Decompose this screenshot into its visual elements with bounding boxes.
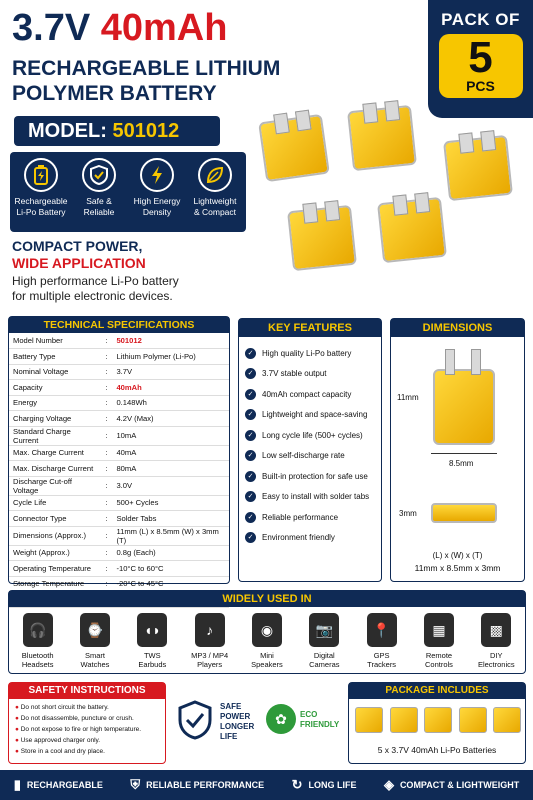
spec-colon: : bbox=[100, 395, 112, 411]
feature-label: High Energy bbox=[133, 196, 181, 206]
spec-value: 500+ Cycles bbox=[112, 495, 229, 511]
shield-icon: ⛨ bbox=[130, 777, 141, 792]
battery-cell bbox=[377, 197, 447, 263]
footer-item bbox=[292, 777, 357, 793]
key-feature-label: Long cycle life (500+ cycles) bbox=[262, 430, 363, 440]
battery-cell bbox=[287, 205, 357, 271]
spec-colon: : bbox=[100, 349, 112, 365]
spec-colon: : bbox=[100, 461, 112, 477]
spec-value: 40mA bbox=[112, 445, 229, 461]
feature-energy bbox=[129, 158, 185, 226]
badge-count-box bbox=[439, 34, 523, 98]
widely-used-title: WIDELY USED IN bbox=[9, 591, 525, 607]
dim-thickness: 3mm bbox=[399, 509, 417, 518]
compact-line-1: COMPACT POWER, bbox=[12, 238, 143, 254]
mp3-icon: ♪ bbox=[195, 613, 225, 647]
spec-colon: : bbox=[100, 476, 112, 495]
footer-label: RELIABLE PERFORMANCE bbox=[146, 780, 265, 790]
spec-value: 3.7V bbox=[112, 364, 229, 380]
check-icon: ✓ bbox=[245, 389, 256, 400]
usage-item bbox=[14, 613, 62, 669]
package-panel bbox=[348, 682, 526, 764]
spec-value: 3.0V bbox=[112, 476, 229, 495]
usage-label: MP3 / MP4 bbox=[191, 651, 229, 660]
spec-row bbox=[9, 511, 229, 527]
safety-item: ● Do not short circuit the battery. bbox=[15, 702, 159, 713]
spec-key: Storage Temperature bbox=[9, 576, 100, 592]
feature-lightweight bbox=[187, 158, 243, 226]
key-feature-label: High quality Li-Po battery bbox=[262, 348, 352, 358]
product-title bbox=[12, 8, 227, 48]
usage-label: TWS bbox=[143, 651, 161, 660]
spec-key: Dimensions (Approx.) bbox=[9, 526, 100, 545]
key-feature-label: Reliable performance bbox=[262, 512, 339, 522]
footer-item bbox=[14, 777, 103, 793]
key-feature-label: Easy to install with solder tabs bbox=[262, 492, 370, 502]
key-feature-item bbox=[245, 405, 375, 426]
dim-length: 11mm bbox=[397, 393, 419, 402]
key-feature-item bbox=[245, 343, 375, 364]
usage-label: DIY bbox=[490, 651, 503, 660]
spec-value: Lithium Polymer (Li-Po) bbox=[112, 349, 229, 365]
spec-value: 501012 bbox=[112, 333, 229, 349]
shield-check-icon bbox=[178, 700, 212, 740]
footer-label: RECHARGEABLE bbox=[26, 780, 103, 790]
subtitle-line-2: POLYMER BATTERY bbox=[12, 82, 217, 105]
dim-formula: (L) x (W) x (T) bbox=[432, 551, 483, 560]
spec-row bbox=[9, 349, 229, 365]
usage-item bbox=[71, 613, 119, 669]
usage-label: Speakers bbox=[251, 660, 283, 669]
usage-label: Controls bbox=[424, 660, 453, 669]
spec-colon: : bbox=[100, 545, 112, 561]
headset-icon: 🎧 bbox=[23, 613, 53, 647]
subtitle-line-1: RECHARGEABLE LITHIUM bbox=[12, 57, 281, 80]
usage-label: Remote bbox=[425, 651, 453, 660]
feature-label: Rechargeable bbox=[14, 196, 68, 206]
gps-icon: 📍 bbox=[367, 613, 397, 647]
compact-heading bbox=[12, 238, 146, 272]
spec-row bbox=[9, 526, 229, 545]
safe-power-line: LIFE bbox=[220, 732, 238, 741]
spec-row bbox=[9, 461, 229, 477]
compact-icon: ◈ bbox=[383, 777, 394, 792]
battery-cell bbox=[443, 135, 513, 201]
safe-power-line: POWER bbox=[220, 712, 251, 721]
battery-cell bbox=[424, 707, 452, 733]
dim-width: 8.5mm bbox=[449, 459, 474, 468]
usage-label: Bluetooth bbox=[21, 651, 54, 660]
battery-cell bbox=[493, 707, 521, 733]
usage-label: GPS bbox=[373, 651, 390, 660]
usage-label: Earbuds bbox=[138, 660, 167, 669]
key-feature-item bbox=[245, 507, 375, 528]
cycle-icon: ↻ bbox=[291, 777, 303, 792]
feature-rechargeable bbox=[13, 158, 69, 226]
spec-row bbox=[9, 545, 229, 561]
spec-value: -10°C to 60°C bbox=[112, 561, 229, 577]
lightning-icon bbox=[140, 158, 174, 192]
spec-colon: : bbox=[100, 333, 112, 349]
spec-value: -20°C to 45°C bbox=[112, 576, 229, 592]
badge-top-text: PACK OF bbox=[441, 10, 520, 29]
key-feature-item bbox=[245, 487, 375, 508]
description-line: for multiple electronic devices. bbox=[12, 289, 173, 303]
spec-key: Standard Charge Current bbox=[9, 426, 100, 445]
key-feature-item bbox=[245, 528, 375, 549]
spec-row bbox=[9, 445, 229, 461]
footer-item bbox=[130, 777, 264, 793]
eco-leaf-icon: ✿ bbox=[266, 704, 296, 734]
spec-colon: : bbox=[100, 380, 112, 396]
safety-item: ● Store in a cool and dry place. bbox=[15, 746, 159, 757]
usage-label: Watches bbox=[80, 660, 110, 669]
eco-friendly-block bbox=[266, 704, 346, 744]
camera-icon: 📷 bbox=[309, 613, 339, 647]
leaf-icon bbox=[198, 158, 232, 192]
key-feature-item bbox=[245, 384, 375, 405]
usage-item bbox=[243, 613, 291, 669]
battery-cell bbox=[355, 707, 383, 733]
speaker-icon: ◉ bbox=[252, 613, 282, 647]
check-icon: ✓ bbox=[245, 430, 256, 441]
spec-colon: : bbox=[100, 511, 112, 527]
check-icon: ✓ bbox=[245, 368, 256, 379]
spec-value: Solder Tabs bbox=[112, 511, 229, 527]
spec-key: Operating Temperature bbox=[9, 561, 100, 577]
spec-colon: : bbox=[100, 526, 112, 545]
key-features-panel bbox=[238, 318, 382, 582]
safety-title: SAFETY INSTRUCTIONS bbox=[9, 683, 165, 699]
widely-used-panel bbox=[8, 590, 526, 674]
key-features-list bbox=[239, 337, 381, 548]
model-bar bbox=[14, 116, 220, 146]
badge-unit: PCS bbox=[466, 78, 495, 94]
battery-cell bbox=[390, 707, 418, 733]
dimensions-panel bbox=[390, 318, 525, 582]
capacity-text: 40mAh bbox=[100, 7, 228, 49]
safety-panel bbox=[8, 682, 166, 764]
key-feature-label: 40mAh compact capacity bbox=[262, 389, 352, 399]
spec-title: TECHNICAL SPECIFICATIONS bbox=[9, 317, 229, 333]
safe-power-line: SAFE bbox=[220, 702, 242, 711]
spec-table-panel bbox=[8, 316, 230, 589]
footer-label: COMPACT & LIGHTWEIGHT bbox=[399, 780, 520, 790]
feature-label: Safe & bbox=[86, 196, 112, 206]
package-batteries bbox=[355, 707, 521, 737]
spec-colon: : bbox=[100, 561, 112, 577]
check-icon: ✓ bbox=[245, 348, 256, 359]
safety-item: ● Do not disassemble, puncture or crush. bbox=[15, 713, 159, 724]
footer-label: LONG LIFE bbox=[308, 780, 357, 790]
spec-key: Weight (Approx.) bbox=[9, 545, 100, 561]
badge-number: 5 bbox=[468, 33, 493, 82]
remote-icon: ▦ bbox=[424, 613, 454, 647]
spec-key: Max. Discharge Current bbox=[9, 461, 100, 477]
dim-width-line bbox=[431, 453, 497, 454]
dimensions-title: DIMENSIONS bbox=[391, 319, 524, 337]
feature-strip bbox=[10, 152, 246, 232]
spec-value: 0.148Wh bbox=[112, 395, 229, 411]
usage-label: Smart bbox=[84, 651, 105, 660]
model-value: 501012 bbox=[112, 120, 180, 142]
safety-list bbox=[9, 699, 165, 760]
battery-cell bbox=[459, 707, 487, 733]
spec-colon: : bbox=[100, 411, 112, 427]
usage-item bbox=[358, 613, 406, 669]
feature-label: & Compact bbox=[193, 207, 237, 217]
usage-item bbox=[128, 613, 176, 669]
package-title: PACKAGE INCLUDES bbox=[349, 683, 525, 699]
check-icon: ✓ bbox=[245, 512, 256, 523]
usage-item bbox=[472, 613, 520, 669]
spec-key: Connector Type bbox=[9, 511, 100, 527]
key-features-title: KEY FEATURES bbox=[239, 319, 381, 337]
spec-key: Energy bbox=[9, 395, 100, 411]
feature-label: Reliable bbox=[83, 207, 115, 217]
usage-item bbox=[186, 613, 234, 669]
product-image bbox=[250, 100, 530, 280]
spec-row bbox=[9, 476, 229, 495]
battery-cell bbox=[347, 105, 417, 171]
spec-key: Cycle Life bbox=[9, 495, 100, 511]
spec-key: Battery Type bbox=[9, 349, 100, 365]
spec-row bbox=[9, 395, 229, 411]
feature-label: Li-Po Battery bbox=[16, 207, 66, 217]
watch-icon: ⌚ bbox=[80, 613, 110, 647]
usage-label: Digital bbox=[313, 651, 335, 660]
spec-colon: : bbox=[100, 495, 112, 511]
usage-label: Mini bbox=[260, 651, 274, 660]
usage-label: Electronics bbox=[477, 660, 515, 669]
dim-values: 11mm x 8.5mm x 3mm bbox=[414, 563, 501, 573]
earbuds-icon: ◖◗ bbox=[137, 613, 167, 647]
spec-value: 40mAh bbox=[112, 380, 229, 396]
spec-value: 11mm (L) x 8.5mm (W) x 3mm (T) bbox=[112, 526, 229, 545]
package-text: 5 x 3.7V 40mAh Li-Po Batteries bbox=[377, 745, 497, 755]
battery-icon: ▮ bbox=[13, 777, 21, 792]
widely-used-items bbox=[9, 607, 525, 669]
battery-cell bbox=[258, 114, 330, 182]
safety-item: ● Do not expose to fire or high temperature. bbox=[15, 724, 159, 735]
safe-power-line: LONGER bbox=[220, 722, 255, 731]
usage-label: Cameras bbox=[309, 660, 340, 669]
usage-label: Headsets bbox=[21, 660, 54, 669]
check-icon: ✓ bbox=[245, 409, 256, 420]
key-feature-label: Lightweight and space-saving bbox=[262, 410, 368, 420]
shield-icon bbox=[82, 158, 116, 192]
voltage-text: 3.7V bbox=[12, 7, 91, 49]
safe-power-block bbox=[178, 696, 258, 756]
pcb-icon: ▩ bbox=[481, 613, 511, 647]
product-subtitle bbox=[12, 56, 280, 106]
usage-item bbox=[415, 613, 463, 669]
key-feature-label: Environment friendly bbox=[262, 533, 335, 543]
key-feature-label: Low self-discharge rate bbox=[262, 451, 345, 461]
spec-value: 0.8g (Each) bbox=[112, 545, 229, 561]
spec-key: Capacity bbox=[9, 380, 100, 396]
usage-label: Players bbox=[197, 660, 223, 669]
dim-side-battery bbox=[431, 503, 497, 523]
usage-label: Trackers bbox=[367, 660, 397, 669]
check-icon: ✓ bbox=[245, 491, 256, 502]
spec-row bbox=[9, 364, 229, 380]
check-icon: ✓ bbox=[245, 471, 256, 482]
compact-line-2: WIDE APPLICATION bbox=[12, 255, 146, 271]
spec-table bbox=[9, 333, 229, 608]
spec-key: Nominal Voltage bbox=[9, 364, 100, 380]
eco-line: FRIENDLY bbox=[300, 720, 340, 729]
footer-bar bbox=[0, 770, 533, 800]
spec-colon: : bbox=[100, 426, 112, 445]
key-feature-item bbox=[245, 364, 375, 385]
safety-item: ● Use approved charger only. bbox=[15, 735, 159, 746]
spec-colon: : bbox=[100, 364, 112, 380]
spec-row bbox=[9, 561, 229, 577]
spec-value: 4.2V (Max) bbox=[112, 411, 229, 427]
spec-colon: : bbox=[100, 576, 112, 592]
key-feature-item bbox=[245, 425, 375, 446]
eco-line: ECO bbox=[300, 710, 318, 719]
spec-key: Max. Charge Current bbox=[9, 445, 100, 461]
spec-colon: : bbox=[100, 445, 112, 461]
key-feature-label: Built-in protection for safe use bbox=[262, 471, 368, 481]
spec-row bbox=[9, 333, 229, 349]
key-feature-item bbox=[245, 466, 375, 487]
spec-value: 10mA bbox=[112, 426, 229, 445]
description bbox=[12, 274, 179, 304]
feature-safe bbox=[71, 158, 127, 226]
spec-row bbox=[9, 495, 229, 511]
footer-item bbox=[384, 777, 519, 793]
spec-key: Model Number bbox=[9, 333, 100, 349]
spec-row bbox=[9, 426, 229, 445]
spec-row bbox=[9, 380, 229, 396]
battery-icon bbox=[24, 158, 58, 192]
key-feature-label: 3.7V stable output bbox=[262, 369, 327, 379]
description-line: High performance Li-Po battery bbox=[12, 274, 179, 288]
check-icon: ✓ bbox=[245, 532, 256, 543]
spec-value: 80mA bbox=[112, 461, 229, 477]
spec-row bbox=[9, 411, 229, 427]
usage-item bbox=[300, 613, 348, 669]
feature-label: Density bbox=[142, 207, 172, 217]
check-icon: ✓ bbox=[245, 450, 256, 461]
spec-key: Discharge Cut-off Voltage bbox=[9, 476, 100, 495]
feature-label: Lightweight bbox=[193, 196, 237, 206]
model-label: MODEL: bbox=[28, 120, 107, 142]
dim-front-battery bbox=[433, 369, 495, 445]
key-feature-item bbox=[245, 446, 375, 467]
spec-key: Charging Voltage bbox=[9, 411, 100, 427]
